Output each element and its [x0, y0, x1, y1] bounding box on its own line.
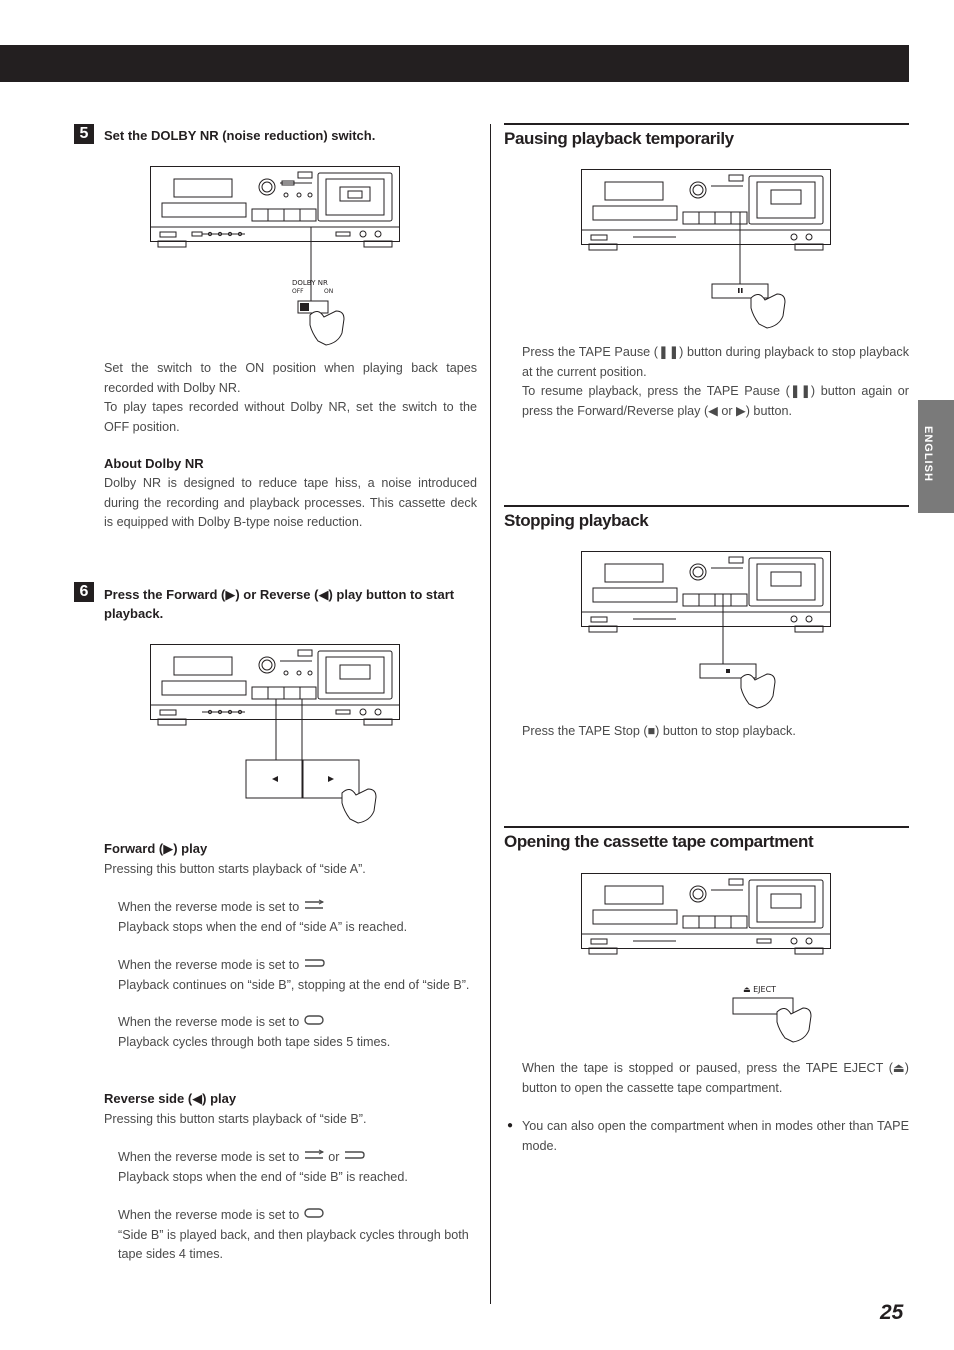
about-dolby-title: About Dolby NR — [104, 456, 204, 471]
pause-body-2: To resume playback, press the TAPE Pause (❚❚) button again or press the Forward/Reverse play (◀ or ▶) button. — [522, 384, 909, 418]
step-5-body-2: To play tapes recorded without Dolby NR, set the switch to the OFF position. — [104, 400, 477, 434]
two-way-icon — [343, 1149, 365, 1161]
case-text: When the reverse mode is set to — [118, 1150, 300, 1164]
or-text: or — [328, 1150, 340, 1164]
forward-play-body: Pressing this button starts playback of “side A”. — [104, 862, 366, 876]
eject-rule — [504, 826, 909, 828]
eject-title: Opening the cassette tape compartment — [504, 832, 814, 851]
case-result: Playback stops when the end of “side B” is reached. — [118, 1169, 408, 1184]
case-text: When the reverse mode is set to — [118, 1208, 300, 1222]
column-divider — [490, 124, 491, 1304]
reverse-case-1 — [118, 1148, 488, 1187]
deck-illustration-pause — [581, 168, 833, 333]
eject-note: You can also open the compartment when in modes other than TAPE mode. — [522, 1119, 909, 1153]
step-5-body-1: Set the switch to the ON position when playing back tapes recorded with Dolby NR. — [104, 361, 477, 395]
pause-title: Pausing playback temporarily — [504, 129, 734, 148]
deck-illustration-stop — [581, 550, 833, 712]
reverse-play-body: Pressing this button starts playback of “side B”. — [104, 1112, 367, 1126]
hand-icon — [342, 789, 376, 823]
dolby-on-label: ON — [324, 288, 334, 295]
language-tab — [918, 400, 954, 513]
deck-illustration-play — [150, 643, 402, 828]
continuous-icon — [303, 1207, 325, 1219]
case-result: Playback stops when the end of “side A” is reached. — [118, 919, 408, 934]
one-way-icon — [303, 1149, 325, 1161]
deck-illustration-eject — [581, 872, 833, 1047]
forward-case-3 — [118, 1013, 488, 1052]
hand-icon — [751, 294, 785, 328]
pause-rule — [504, 123, 909, 125]
case-text: When the reverse mode is set to — [118, 900, 300, 914]
case-result: Playback cycles through both tape sides 5 times. — [118, 1034, 391, 1049]
page-number: 25 — [880, 1301, 904, 1324]
case-text: When the reverse mode is set to — [118, 1015, 300, 1029]
dolby-off-label: OFF — [292, 288, 304, 295]
step-5-title: Set the DOLBY NR (noise reduction) switch. — [104, 128, 376, 143]
eject-button-label: ⏏ EJECT — [743, 985, 777, 994]
stop-icon — [726, 669, 730, 673]
forward-case-1 — [118, 898, 488, 937]
about-dolby-body: Dolby NR is designed to reduce tape hiss, a noise introduced during the recording and playback processes. This cassette deck is equipped with Dolby B-type noise reduction. — [104, 476, 477, 529]
hand-icon — [741, 674, 775, 708]
case-result: Playback continues on “side B”, stopping at the end of “side B”. — [118, 977, 470, 992]
step-5-number: 5 — [74, 124, 94, 144]
one-way-icon — [303, 899, 325, 911]
case-result: “Side B” is played back, and then playback cycles through both tape sides 4 times. — [118, 1227, 469, 1261]
pause-icon — [738, 288, 740, 293]
stop-title: Stopping playback — [504, 511, 649, 530]
eject-body: When the tape is stopped or paused, press the TAPE EJECT (⏏) button to open the cassette tape compartment. — [522, 1061, 909, 1095]
step-6-number: 6 — [74, 582, 94, 602]
two-way-icon — [303, 957, 325, 969]
header-bar — [0, 45, 909, 82]
bullet-icon: ● — [507, 1120, 514, 1131]
step-6-title: Press the Forward (▶) or Reverse (◀) play button to start playback. — [104, 587, 455, 621]
dolby-switch-label: DOLBY NR — [292, 279, 328, 287]
forward-play-title: Forward (▶) play — [104, 841, 208, 856]
pause-body-1: Press the TAPE Pause (❚❚) button during playback to stop playback at the current position. — [522, 345, 909, 379]
stop-rule — [504, 505, 909, 507]
reverse-play-title: Reverse side (◀) play — [104, 1091, 237, 1106]
stop-body: Press the TAPE Stop (■) button to stop playback. — [522, 724, 796, 738]
continuous-icon — [303, 1014, 325, 1026]
language-tab-label: ENGLISH — [922, 426, 934, 482]
deck-illustration-dolby — [150, 165, 402, 350]
forward-case-2 — [118, 956, 488, 995]
hand-icon — [310, 311, 344, 345]
reverse-case-2 — [118, 1206, 488, 1265]
case-text: When the reverse mode is set to — [118, 958, 300, 972]
hand-icon — [777, 1008, 811, 1042]
